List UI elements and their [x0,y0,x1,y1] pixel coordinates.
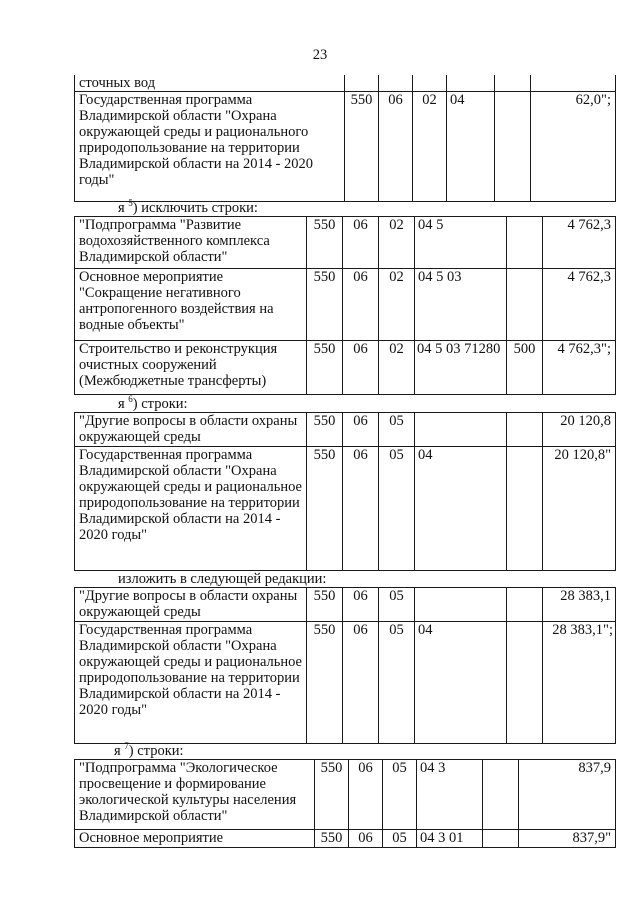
row-amount: 62,0"; [531,92,616,202]
row-name: "Другие вопросы в области охраны окружающей среды [75,413,307,447]
code-expense-type [495,92,531,202]
table-row: Строительство и реконструкция очистных сооружений (Межбюджетные трансферты) 550 06 02 04 5 03 71280 500 4 762,3"; [75,341,616,395]
row-name: Государственная программа Владимирской области "Охрана окружающей среды и рациональное природопользование на территории Владимирской области на 2014 - 2020 годы" [75,622,307,744]
table-row: Государственная программа Владимирской области "Охрана окружающей среды и рациональное природопользование на территории Владимирской области на 2014 - 2020 годы" 550 06 05 04 20 120,8" [75,447,616,571]
budget-table-e [74,759,616,848]
row-name: Государственная программа Владимирской области "Охрана окружающей среды и рационального природопользование на территории Владимирской области на 2014 - 2020 годы" [75,92,345,202]
table-row: Государственная программа Владимирской области "Охрана окружающей среды и рациональное природопользование на территории Владимирской области на 2014 - 2020 годы" 550 06 05 04 28 383,1"; [75,622,616,744]
budget-table-b [74,216,616,395]
code-subsection: 02 [413,92,447,202]
row-name: Основное мероприятие "Сокращение негативного антропогенного воздействия на водные объекты" [75,269,307,341]
row-name: Строительство и реконструкция очистных сооружений (Межбюджетные трансферты) [75,341,307,395]
budget-table-a [74,75,616,202]
code-target: 04 [447,92,495,202]
table-row: Основное мероприятие "Сокращение негативного антропогенного воздействия на водные объекты" 550 06 02 04 5 03 4 762,3 [75,269,616,341]
row-name: "Подпрограмма "Развитие водохозяйственного комплекса Владимирской области" [75,217,307,269]
table-row: Основное мероприятие 550 06 05 04 3 01 837,9" [75,830,616,848]
note-edit: изложить в следующей редакции: [118,571,327,587]
code-section: 06 [379,92,413,202]
code-ministry: 550 [345,92,379,202]
row-name: "Подпрограмма "Экологическое просвещение и формирование экологической культуры населения Владимирской области" [75,760,315,830]
budget-table-d [74,587,616,744]
row-name: Государственная программа Владимирской области "Охрана окружающей среды и рациональное природопользование на территории Владимирской области на 2014 - 2020 годы" [75,447,307,571]
row-name: Основное мероприятие [75,830,315,848]
table-row [75,75,616,92]
budget-table-c [74,412,616,571]
note-6: я $^6$) строки: [118,394,188,412]
row-name: "Другие вопросы в области охраны окружающей среды [75,588,307,622]
note-7: я $^7$) строки: [114,741,184,759]
row-name: сточных вод [75,75,345,92]
table-row: "Подпрограмма "Развитие водохозяйственного комплекса Владимирской области" 550 06 02 04 5 4 762,3 [75,217,616,269]
table-row [75,92,616,202]
table-row: "Другие вопросы в области охраны окружающей среды 550 06 05 28 383,1 [75,588,616,622]
note-5: я $^5$) исключить строки: [118,198,258,216]
table-row: "Другие вопросы в области охраны окружающей среды 550 06 05 20 120,8 [75,413,616,447]
page-number: 23 [312,47,328,63]
table-row: "Подпрограмма "Экологическое просвещение и формирование экологической культуры населения Владимирской области" 550 06 05 04 3 837,9 [75,760,616,830]
